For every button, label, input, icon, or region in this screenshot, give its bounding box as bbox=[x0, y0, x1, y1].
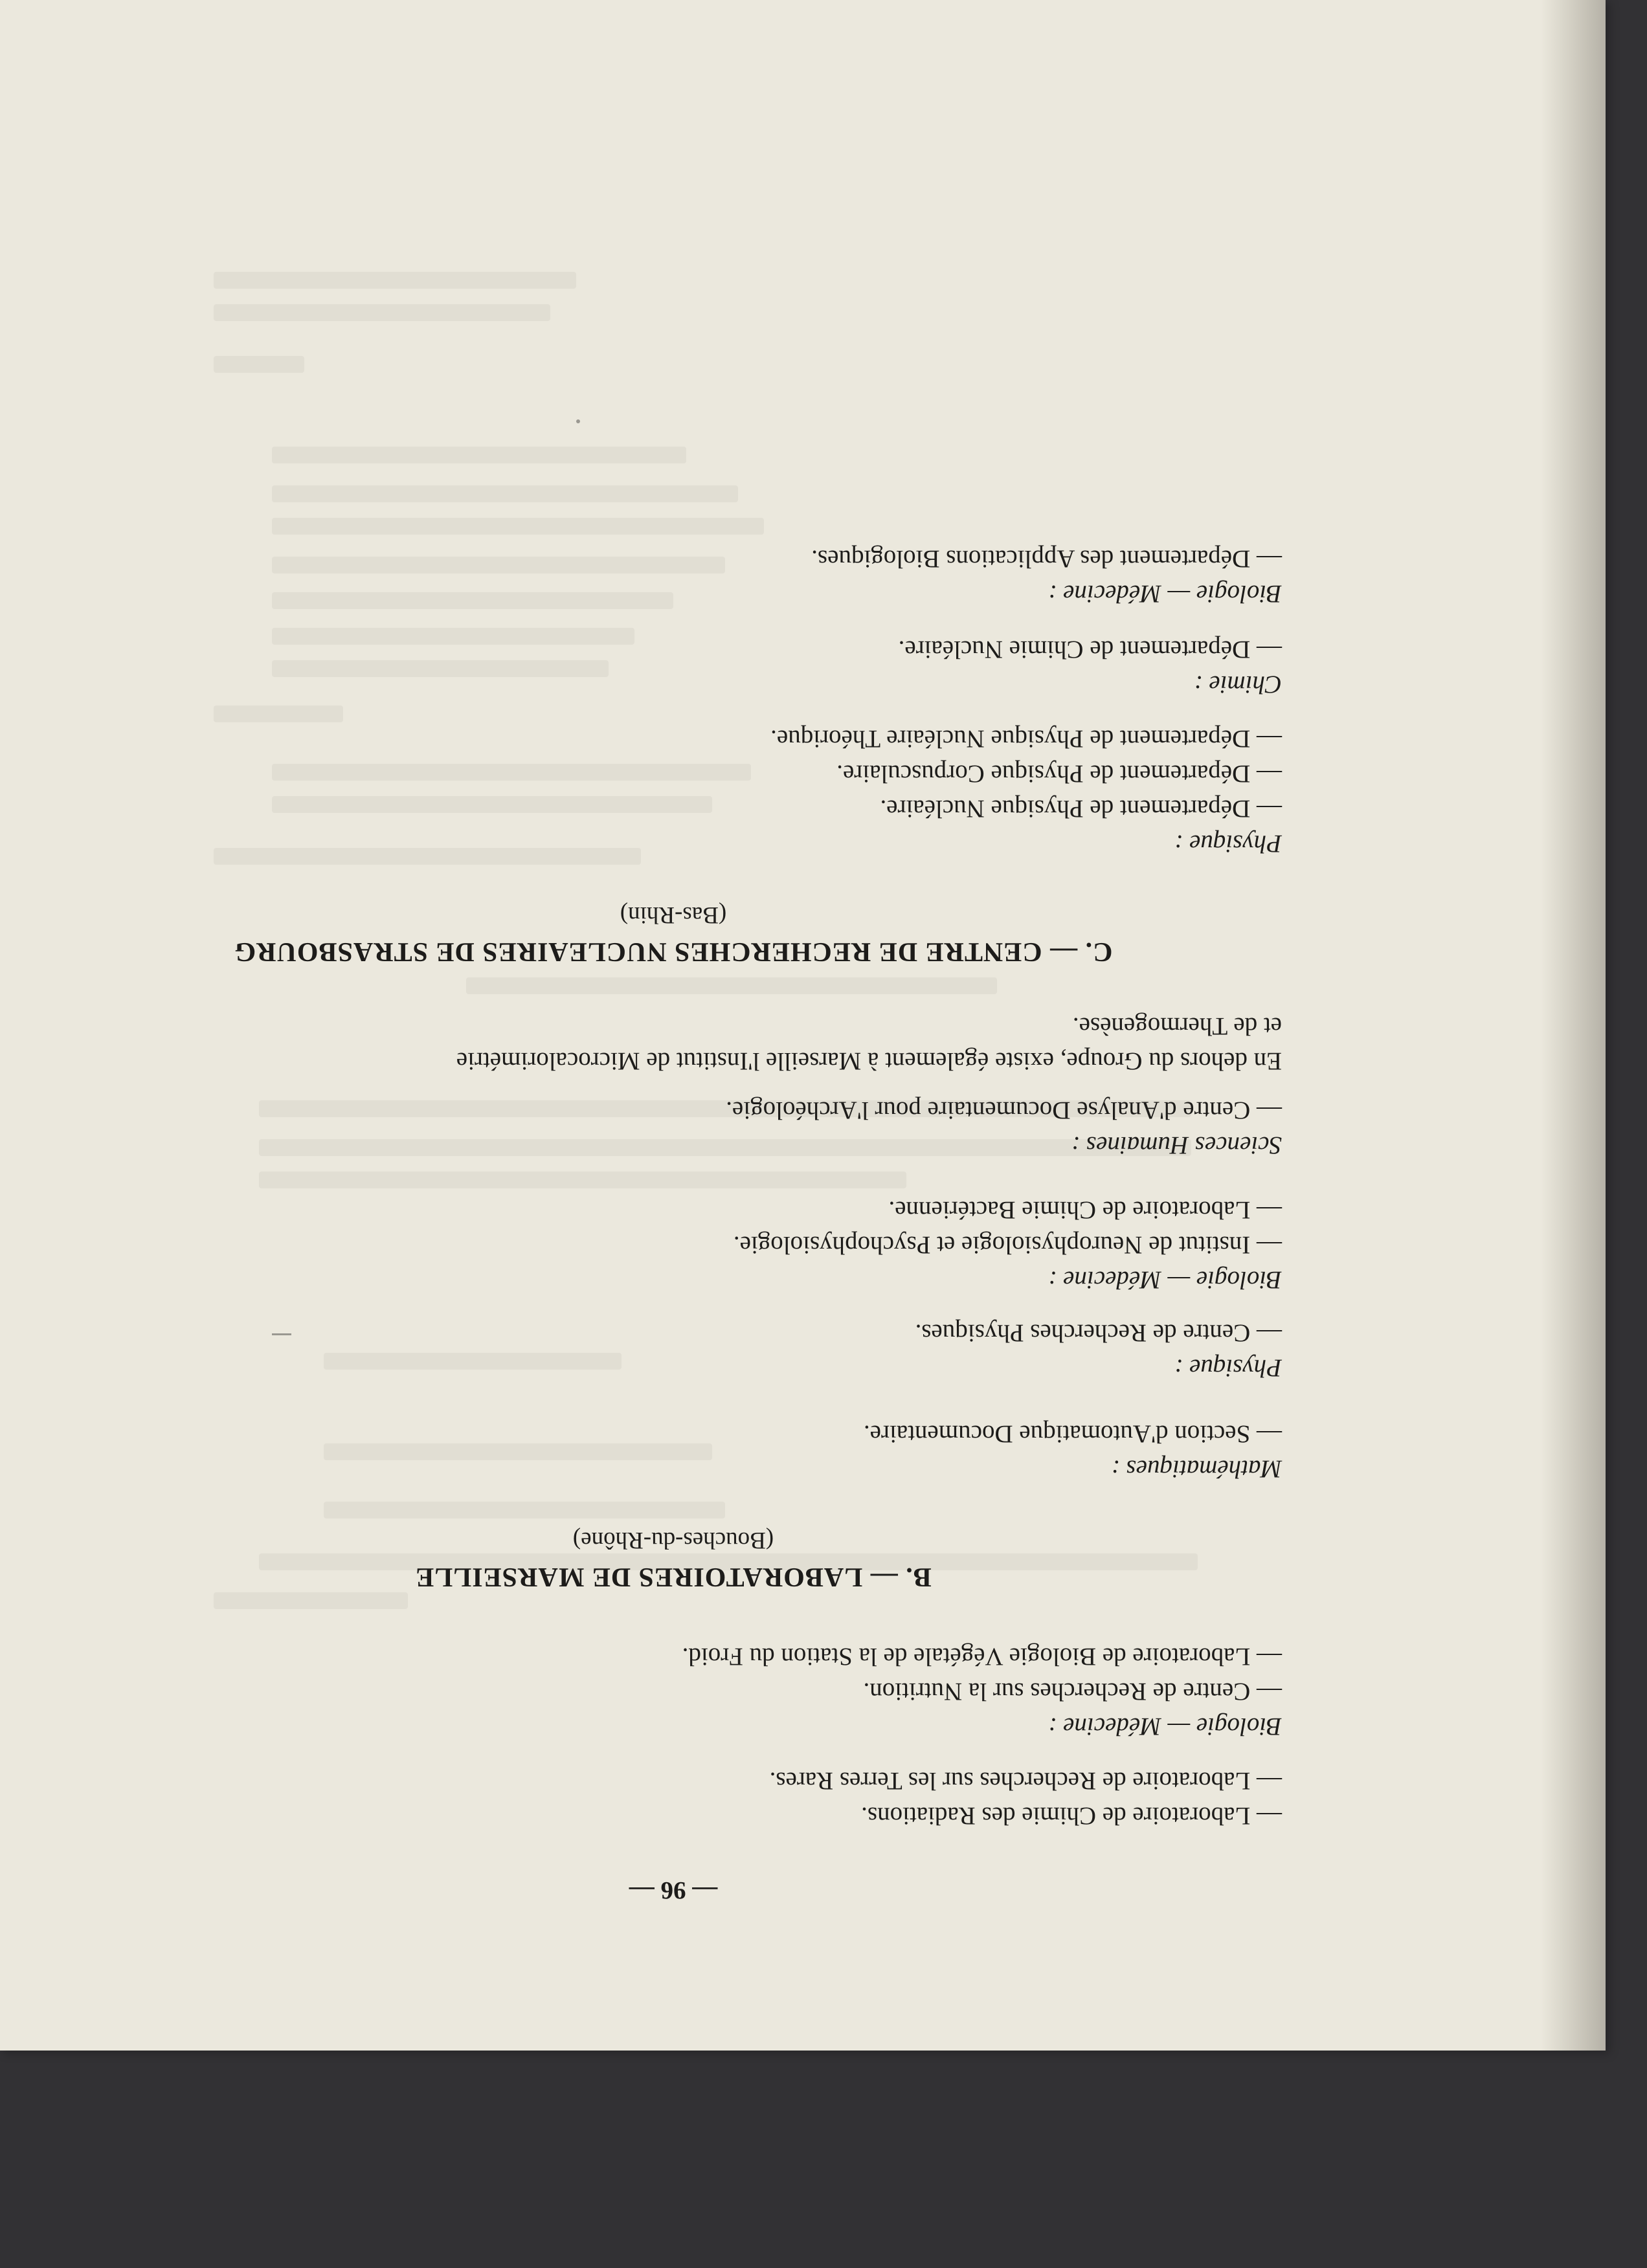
section-heading: Mathématiques : bbox=[1111, 1455, 1282, 1483]
section-heading: Physique : bbox=[1174, 1354, 1282, 1382]
page-binding-shadow bbox=[1541, 0, 1606, 2051]
list-item: — Département de Chimie Nucléaire. bbox=[898, 636, 1282, 663]
section-c-subtitle: (Bas-Rhin) bbox=[620, 902, 727, 928]
list-item: — Laboratoire de Chimie des Radiations. bbox=[861, 1802, 1282, 1830]
list-item: — Laboratoire de Chimie Bactérienne. bbox=[888, 1196, 1282, 1224]
list-item: — Centre de Recherches sur la Nutrition. bbox=[863, 1678, 1282, 1706]
section-heading: Chimie : bbox=[1194, 671, 1282, 698]
section-b-title: B. — LABORATOIRES DE MARSEILLE bbox=[415, 1562, 932, 1592]
list-item: — Département des Applications Biologiques. bbox=[811, 545, 1282, 573]
paragraph-line: et de Thermogenèse. bbox=[1072, 1012, 1282, 1040]
stray-mark bbox=[272, 1333, 291, 1335]
list-item: — Institut de Neurophysiologie et Psychophysiologie. bbox=[733, 1231, 1282, 1259]
section-heading: Biologie — Médecine : bbox=[1048, 1266, 1282, 1294]
section-heading: Physique : bbox=[1174, 830, 1282, 858]
section-c-title: C. — CENTRE DE RECHERCHES NUCLEAIRES DE STRASBOURG bbox=[234, 937, 1113, 966]
list-item: — Centre de Recherches Physiques. bbox=[915, 1319, 1282, 1347]
stray-mark bbox=[576, 419, 580, 423]
list-item: — Département de Physique Corpusculaire. bbox=[836, 760, 1282, 788]
page-number: — 96 — bbox=[629, 1876, 718, 1904]
list-item: — Laboratoire de Biologie Végétale de la Station du Froid. bbox=[682, 1643, 1282, 1671]
list-item: — Section d'Automatique Documentaire. bbox=[863, 1420, 1282, 1448]
list-item: — Centre d'Analyse Documentaire pour l'Archéologie. bbox=[726, 1096, 1282, 1124]
list-item: — Département de Physique Nucléaire Théorique. bbox=[770, 725, 1282, 753]
section-heading: Biologie — Médecine : bbox=[1048, 580, 1282, 608]
section-heading: Sciences Humaines : bbox=[1071, 1131, 1282, 1159]
paragraph-line: En dehors du Groupe, existe également à Marseille l'Institut de Microcalorimétrie bbox=[456, 1047, 1282, 1075]
list-item: — Département de Physique Nucléaire. bbox=[880, 795, 1282, 823]
section-b-subtitle: (Bouches-du-Rhône) bbox=[572, 1527, 774, 1553]
section-heading: Biologie — Médecine : bbox=[1048, 1713, 1282, 1740]
list-item: — Laboratoire de Recherches sur les Terres Rares. bbox=[769, 1767, 1282, 1795]
